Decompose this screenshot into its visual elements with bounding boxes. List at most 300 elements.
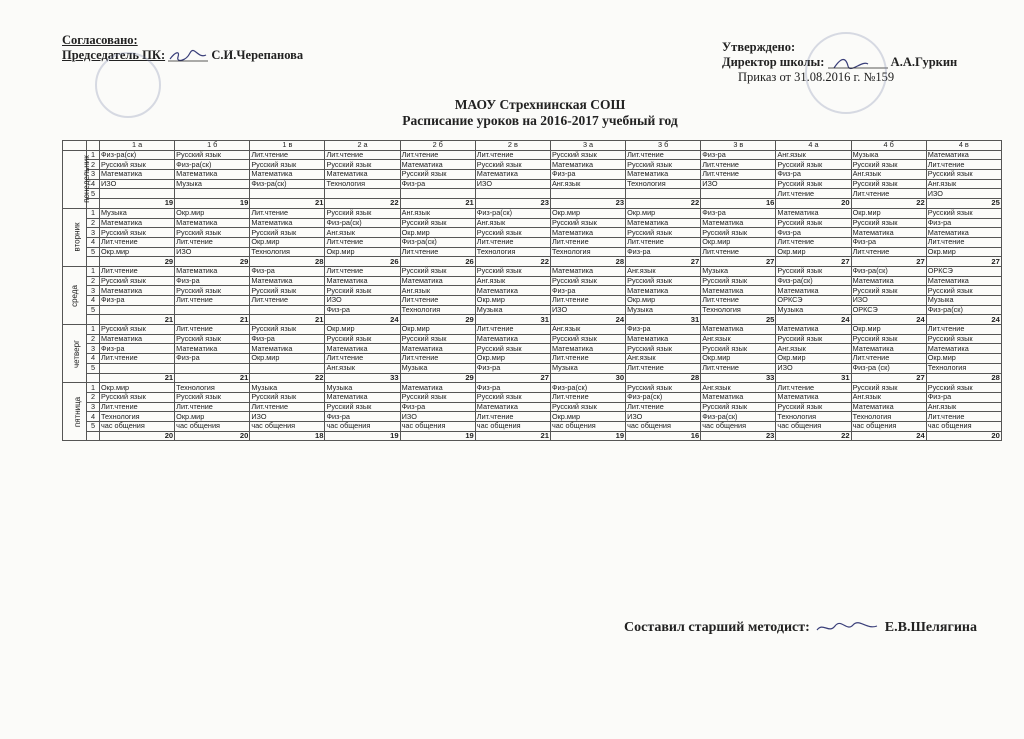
weekly-load-total: 19	[175, 199, 250, 209]
lesson-cell: ИЗО	[926, 189, 1001, 199]
lesson-cell: Окр.мир	[250, 354, 325, 364]
lesson-cell: Анг.язык	[701, 334, 776, 344]
lesson-row	[63, 344, 1002, 354]
lesson-cell: Лит.чтение	[100, 354, 175, 364]
weekly-load-total: 16	[626, 431, 701, 441]
lesson-cell: Технология	[851, 412, 926, 422]
lesson-row	[63, 150, 1002, 160]
weekly-load-total: 20	[175, 431, 250, 441]
lesson-cell: Математика	[400, 160, 475, 170]
methodist-signature-icon	[813, 620, 881, 636]
lesson-cell: Лит.чтение	[475, 412, 550, 422]
lesson-cell: Русский язык	[851, 334, 926, 344]
lesson-cell	[701, 189, 776, 199]
lesson-cell: Математика	[400, 276, 475, 286]
lesson-cell: Лит.чтение	[175, 296, 250, 306]
lesson-cell: Лит.чтение	[325, 266, 400, 276]
lesson-row	[63, 218, 1002, 228]
header-corner	[87, 141, 100, 151]
lesson-cell: Русский язык	[400, 266, 475, 276]
lesson-cell: Математика	[550, 160, 625, 170]
lesson-cell: Технология	[550, 247, 625, 257]
approved-label: Утверждено:	[722, 40, 796, 54]
lesson-cell: Русский язык	[550, 334, 625, 344]
lesson-cell: Русский язык	[400, 392, 475, 402]
lesson-cell: Лит.чтение	[851, 354, 926, 364]
lesson-cell: Математика	[175, 344, 250, 354]
weekly-load-total: 19	[400, 431, 475, 441]
lesson-cell: Физ-ра	[100, 296, 175, 306]
lesson-cell: Русский язык	[175, 150, 250, 160]
totals-row	[63, 373, 1002, 383]
lesson-cell: Окр.мир	[701, 237, 776, 247]
class-header: 4 а	[776, 141, 851, 151]
lesson-cell	[250, 363, 325, 373]
lesson-cell: час общения	[475, 421, 550, 431]
lesson-cell: Лит.чтение	[100, 402, 175, 412]
lesson-cell: Лит.чтение	[250, 402, 325, 412]
lesson-cell: час общения	[550, 421, 625, 431]
day-name: среда	[69, 284, 79, 307]
lesson-cell: Математика	[325, 392, 400, 402]
weekly-load-total: 22	[626, 199, 701, 209]
lesson-cell: Физ-ра(ск)	[250, 179, 325, 189]
lesson-cell: час общения	[400, 421, 475, 431]
stamp-left-icon	[95, 52, 161, 118]
lesson-number: 1	[87, 208, 100, 218]
day-name: понедельник	[81, 155, 91, 204]
lesson-cell	[175, 305, 250, 315]
lesson-cell	[550, 189, 625, 199]
lesson-cell: ИЗО	[325, 296, 400, 306]
lesson-cell: Лит.чтение	[776, 237, 851, 247]
lesson-cell: час общения	[851, 421, 926, 431]
lesson-cell: Лит.чтение	[250, 208, 325, 218]
weekly-load-total: 29	[100, 257, 175, 267]
lesson-cell: Окр.мир	[250, 237, 325, 247]
lesson-cell: Физ-ра(ск)	[400, 237, 475, 247]
lesson-cell: Лит.чтение	[851, 189, 926, 199]
class-header: 1 в	[250, 141, 325, 151]
lesson-row	[63, 305, 1002, 315]
lesson-cell: Математика	[100, 286, 175, 296]
lesson-cell: Математика	[626, 286, 701, 296]
lesson-cell: Физ-ра(ск)	[926, 305, 1001, 315]
lesson-cell: Технология	[475, 247, 550, 257]
class-header: 4 в	[926, 141, 1001, 151]
lesson-cell: Технология	[175, 383, 250, 393]
weekly-load-total: 21	[100, 315, 175, 325]
lesson-number: 3	[87, 402, 100, 412]
lesson-cell: Русский язык	[701, 344, 776, 354]
lesson-cell: Математика	[550, 266, 625, 276]
lesson-cell: час общения	[250, 421, 325, 431]
lesson-cell: Русский язык	[776, 402, 851, 412]
lesson-cell: Физ-ра(ск)	[776, 276, 851, 286]
lesson-cell: Окр.мир	[701, 354, 776, 364]
lesson-cell: Музыка	[475, 305, 550, 315]
lesson-cell: Русский язык	[475, 266, 550, 276]
lesson-cell	[175, 189, 250, 199]
lesson-cell: Физ-ра	[550, 170, 625, 180]
lesson-cell: час общения	[175, 421, 250, 431]
lesson-cell: Музыка	[626, 305, 701, 315]
lesson-cell: Математика	[701, 218, 776, 228]
lesson-cell: Русский язык	[250, 228, 325, 238]
lesson-cell: ИЗО	[776, 363, 851, 373]
lesson-cell: час общения	[926, 421, 1001, 431]
weekly-load-total: 21	[250, 199, 325, 209]
lesson-cell: Русский язык	[776, 179, 851, 189]
class-header: 1 а	[100, 141, 175, 151]
lesson-cell: Лит.чтение	[626, 363, 701, 373]
totals-row	[63, 199, 1002, 209]
lesson-number: 2	[87, 276, 100, 286]
lesson-cell: Математика	[325, 344, 400, 354]
lesson-cell: Русский язык	[475, 228, 550, 238]
lesson-cell: Русский язык	[250, 392, 325, 402]
lesson-cell: Лит.чтение	[250, 150, 325, 160]
lesson-cell: Русский язык	[626, 228, 701, 238]
lesson-cell: Лит.чтение	[626, 402, 701, 412]
lesson-cell: Математика	[851, 344, 926, 354]
lesson-cell: Математика	[475, 170, 550, 180]
page-title	[300, 97, 780, 129]
weekly-load-total: 22	[325, 199, 400, 209]
lesson-cell: Окр.мир	[400, 325, 475, 335]
lesson-cell: Русский язык	[325, 160, 400, 170]
lesson-cell: час общения	[776, 421, 851, 431]
day-name-cell	[63, 208, 87, 266]
lesson-cell: Физ-ра (ск)	[851, 363, 926, 373]
lesson-cell: Математика	[250, 276, 325, 286]
lesson-cell: час общения	[100, 421, 175, 431]
lesson-cell	[250, 189, 325, 199]
lesson-cell: Музыка	[175, 179, 250, 189]
lesson-cell: Лит.чтение	[475, 150, 550, 160]
weekly-load-total: 24	[851, 431, 926, 441]
weekly-load-total: 16	[701, 199, 776, 209]
lesson-cell: Музыка	[325, 383, 400, 393]
weekly-load-total: 23	[701, 431, 776, 441]
lesson-cell: ИЗО	[100, 179, 175, 189]
weekly-load-total: 22	[851, 199, 926, 209]
lesson-cell: Технология	[325, 179, 400, 189]
lesson-cell: Русский язык	[400, 170, 475, 180]
lesson-cell: Лит.чтение	[776, 189, 851, 199]
lesson-cell	[626, 189, 701, 199]
lesson-cell: Русский язык	[175, 334, 250, 344]
lesson-cell: Лит.чтение	[926, 325, 1001, 335]
weekly-load-total: 31	[475, 315, 550, 325]
lesson-cell	[100, 189, 175, 199]
lesson-cell: Лит.чтение	[175, 325, 250, 335]
lesson-cell: Анг.язык	[475, 276, 550, 286]
lesson-row	[63, 421, 1002, 431]
lesson-row	[63, 237, 1002, 247]
lesson-cell: Физ-ра(ск)	[475, 208, 550, 218]
lesson-cell: Физ-ра	[550, 286, 625, 296]
lesson-cell: ОРКСЭ	[851, 305, 926, 315]
lesson-cell: Лит.чтение	[701, 296, 776, 306]
weekly-load-total: 22	[250, 373, 325, 383]
lesson-cell: Русский язык	[250, 160, 325, 170]
lesson-row	[63, 160, 1002, 170]
lesson-cell: Лит.чтение	[701, 170, 776, 180]
lesson-row	[63, 392, 1002, 402]
lesson-cell: Анг.язык	[550, 179, 625, 189]
lesson-cell: Физ-ра(ск)	[550, 383, 625, 393]
lesson-cell: ИЗО	[475, 179, 550, 189]
totals-spacer	[87, 431, 100, 441]
lesson-cell: Лит.чтение	[400, 247, 475, 257]
lesson-cell: час общения	[701, 421, 776, 431]
lesson-number: 1	[87, 266, 100, 276]
lesson-cell: Русский язык	[626, 160, 701, 170]
lesson-cell: Окр.мир	[626, 296, 701, 306]
weekly-load-total: 27	[776, 257, 851, 267]
lesson-cell: Русский язык	[250, 286, 325, 296]
lesson-cell: Музыка	[550, 363, 625, 373]
lesson-cell: Русский язык	[400, 218, 475, 228]
lesson-cell: Физ-ра	[851, 237, 926, 247]
weekly-load-total: 21	[400, 199, 475, 209]
lesson-cell: Физ-ра	[325, 305, 400, 315]
lesson-cell: Физ-ра(ск)	[100, 150, 175, 160]
lesson-cell: Физ-ра(ск)	[626, 392, 701, 402]
lesson-cell: ИЗО	[701, 179, 776, 189]
lesson-cell: Лит.чтение	[926, 160, 1001, 170]
lesson-cell: Окр.мир	[325, 325, 400, 335]
totals-row	[63, 431, 1002, 441]
lesson-cell: Математика	[851, 228, 926, 238]
weekly-load-total: 29	[400, 373, 475, 383]
lesson-cell: Русский язык	[701, 276, 776, 286]
lesson-cell: Физ-ра	[400, 402, 475, 412]
lesson-cell: Физ-ра	[475, 383, 550, 393]
lesson-cell: Математика	[400, 383, 475, 393]
day-name: пятница	[73, 396, 83, 427]
director-name: А.А.Гуркин	[890, 55, 958, 69]
lesson-number: 1	[87, 325, 100, 335]
lesson-number: 3	[87, 286, 100, 296]
lesson-cell: Технология	[776, 412, 851, 422]
lesson-cell: Окр.мир	[475, 354, 550, 364]
weekly-load-total: 21	[175, 373, 250, 383]
weekly-load-total: 26	[325, 257, 400, 267]
lesson-cell: Математика	[926, 228, 1001, 238]
lesson-cell: Математика	[626, 218, 701, 228]
lesson-cell: Математика	[626, 170, 701, 180]
lesson-cell: Окр.мир	[550, 208, 625, 218]
director-label: Директор школы:	[722, 55, 825, 69]
lesson-cell: Технология	[701, 305, 776, 315]
lesson-cell: Математика	[325, 276, 400, 286]
lesson-cell: Русский язык	[926, 170, 1001, 180]
chair-label: Председатель ПК:	[62, 48, 166, 62]
lesson-cell: Лит.чтение	[701, 247, 776, 257]
lesson-cell: Технология	[626, 179, 701, 189]
lesson-cell: Математика	[475, 402, 550, 412]
lesson-cell	[400, 189, 475, 199]
lesson-cell: Русский язык	[325, 402, 400, 412]
schedule-subtitle: Расписание уроков на 2016-2017 учебный год	[402, 113, 678, 128]
lesson-cell: Лит.чтение	[626, 237, 701, 247]
lesson-cell: Окр.мир	[851, 208, 926, 218]
lesson-cell: Лит.чтение	[701, 160, 776, 170]
lesson-cell: Анг.язык	[851, 170, 926, 180]
weekly-load-total: 22	[776, 431, 851, 441]
lesson-cell: Лит.чтение	[100, 266, 175, 276]
lesson-cell: Физ-ра(ск)	[325, 218, 400, 228]
lesson-cell: Физ-ра	[926, 218, 1001, 228]
class-header: 3 в	[701, 141, 776, 151]
weekly-load-total: 24	[550, 315, 625, 325]
lesson-cell: Лит.чтение	[400, 354, 475, 364]
lesson-cell: Физ-ра	[250, 266, 325, 276]
lesson-cell: Физ-ра	[701, 150, 776, 160]
lesson-cell: Физ-ра	[175, 276, 250, 286]
lesson-cell: Математика	[100, 334, 175, 344]
lesson-row	[63, 363, 1002, 373]
lesson-cell: Лит.чтение	[550, 237, 625, 247]
lesson-cell: Лит.чтение	[100, 237, 175, 247]
lesson-row	[63, 325, 1002, 335]
lesson-cell: Русский язык	[550, 150, 625, 160]
lesson-cell: Математика	[250, 344, 325, 354]
weekly-load-total: 27	[851, 373, 926, 383]
lesson-cell: Русский язык	[250, 325, 325, 335]
lesson-row	[63, 170, 1002, 180]
lesson-cell: Физ-ра	[100, 344, 175, 354]
lesson-row	[63, 383, 1002, 393]
lesson-cell: Технология	[926, 363, 1001, 373]
lesson-cell: Математика	[776, 392, 851, 402]
day-name-cell	[63, 150, 91, 208]
lesson-cell: Музыка	[851, 150, 926, 160]
lesson-cell: Математика	[851, 402, 926, 412]
lesson-cell: Окр.мир	[175, 208, 250, 218]
weekly-load-total: 26	[400, 257, 475, 267]
lesson-cell: Русский язык	[100, 392, 175, 402]
class-header: 3 б	[626, 141, 701, 151]
lesson-cell: Окр.мир	[926, 354, 1001, 364]
lesson-cell: Русский язык	[175, 286, 250, 296]
lesson-cell: Русский язык	[776, 266, 851, 276]
lesson-cell	[100, 305, 175, 315]
lesson-cell: Математика	[550, 344, 625, 354]
lesson-cell: Математика	[701, 325, 776, 335]
lesson-cell: Лит.чтение	[175, 237, 250, 247]
lesson-number: 5	[87, 363, 100, 373]
lesson-cell: Физ-ра	[776, 228, 851, 238]
lesson-row	[63, 296, 1002, 306]
lesson-cell: Русский язык	[776, 218, 851, 228]
lesson-cell: Лит.чтение	[175, 402, 250, 412]
lesson-cell: Физ-ра(ск)	[175, 160, 250, 170]
lesson-cell: Технология	[400, 305, 475, 315]
weekly-load-total: 28	[250, 257, 325, 267]
lesson-cell: Анг.язык	[701, 383, 776, 393]
lesson-cell: Физ-ра	[776, 170, 851, 180]
day-name-cell	[63, 266, 87, 324]
weekly-load-total: 27	[851, 257, 926, 267]
lesson-number: 3	[87, 228, 100, 238]
lesson-cell: Музыка	[400, 363, 475, 373]
weekly-load-total: 21	[475, 431, 550, 441]
lesson-cell: Лит.чтение	[550, 296, 625, 306]
lesson-cell: Лит.чтение	[325, 150, 400, 160]
lesson-cell: Математика	[701, 286, 776, 296]
lesson-cell: час общения	[626, 421, 701, 431]
lesson-cell: Математика	[776, 208, 851, 218]
methodist-label: Составил старший методист:	[624, 620, 810, 636]
lesson-cell: Математика	[776, 325, 851, 335]
lesson-cell: Русский язык	[475, 160, 550, 170]
lesson-cell	[325, 189, 400, 199]
totals-row	[63, 257, 1002, 267]
lesson-cell: Окр.мир	[175, 412, 250, 422]
lesson-number: 5	[87, 421, 100, 431]
lesson-cell: Математика	[701, 392, 776, 402]
lesson-cell: Русский язык	[776, 160, 851, 170]
lesson-cell: Окр.мир	[851, 325, 926, 335]
lesson-cell: Анг.язык	[550, 325, 625, 335]
lesson-cell: Русский язык	[926, 383, 1001, 393]
schedule-table	[62, 140, 1002, 441]
day-name: вторник	[72, 222, 82, 252]
lesson-cell: Анг.язык	[325, 363, 400, 373]
lesson-cell: Русский язык	[550, 218, 625, 228]
lesson-cell: Физ-ра	[250, 334, 325, 344]
weekly-load-total: 18	[250, 431, 325, 441]
lesson-cell: Лит.чтение	[926, 412, 1001, 422]
lesson-cell: Лит.чтение	[851, 247, 926, 257]
lesson-cell: Физ-ра	[701, 208, 776, 218]
lesson-cell: ОРКСЭ	[926, 266, 1001, 276]
lesson-cell: Математика	[926, 344, 1001, 354]
lesson-cell: Русский язык	[100, 160, 175, 170]
weekly-load-total: 28	[550, 257, 625, 267]
class-header: 4 б	[851, 141, 926, 151]
weekly-load-total: 31	[776, 373, 851, 383]
lesson-cell: Математика	[626, 334, 701, 344]
lesson-row	[63, 208, 1002, 218]
weekly-load-total: 21	[250, 315, 325, 325]
lesson-cell: ИЗО	[175, 247, 250, 257]
lesson-number: 4	[87, 354, 100, 364]
lesson-number: 4	[87, 412, 100, 422]
order-number: Приказ от 31.08.2016 г. №159	[738, 70, 895, 85]
lesson-cell: Музыка	[926, 296, 1001, 306]
lesson-cell: Русский язык	[851, 160, 926, 170]
weekly-load-total: 23	[475, 199, 550, 209]
weekly-load-total: 30	[550, 373, 625, 383]
lesson-cell: Русский язык	[475, 344, 550, 354]
lesson-number: 1	[87, 383, 100, 393]
lesson-number: 2	[87, 334, 100, 344]
lesson-cell: Анг.язык	[851, 392, 926, 402]
lesson-cell: Русский язык	[926, 208, 1001, 218]
lesson-cell: Технология	[250, 247, 325, 257]
lesson-cell: Технология	[100, 412, 175, 422]
totals-spacer	[87, 257, 100, 267]
lesson-number: 3	[87, 170, 100, 180]
lesson-cell: Физ-ра	[926, 392, 1001, 402]
lesson-cell: Лит.чтение	[926, 237, 1001, 247]
lesson-cell: Физ-ра	[400, 179, 475, 189]
lesson-cell: Русский язык	[701, 402, 776, 412]
